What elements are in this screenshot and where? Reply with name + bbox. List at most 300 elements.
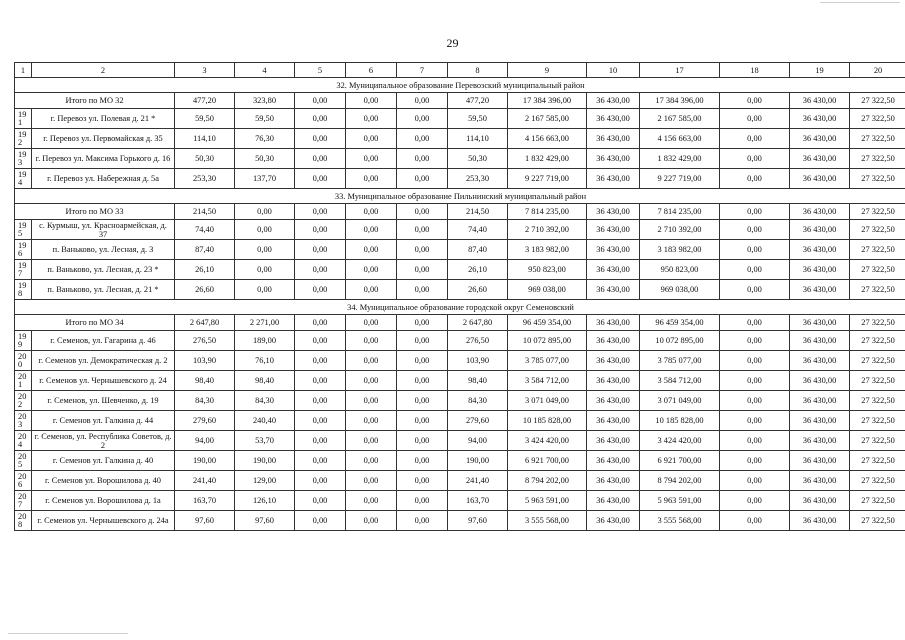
address-cell: г. Семенов ул. Демократическая д. 2 <box>32 351 175 371</box>
scan-edge-top <box>820 2 900 3</box>
table-cell: 17 384 396,00 <box>640 93 720 109</box>
table-cell: 253,30 <box>448 169 508 189</box>
table-cell: 98,40 <box>235 371 295 391</box>
address-cell: г. Семенов ул. Чернышевского д. 24а <box>32 511 175 531</box>
table-cell: 50,30 <box>175 149 235 169</box>
scan-edge-bottom <box>8 633 128 634</box>
table-cell: 0,00 <box>397 451 448 471</box>
table-cell: 0,00 <box>295 451 346 471</box>
table-cell: 2 710 392,00 <box>640 220 720 240</box>
table-cell: 0,00 <box>295 204 346 220</box>
table-cell: 36 430,00 <box>790 451 850 471</box>
table-cell: 36 430,00 <box>790 204 850 220</box>
table-cell: 969 038,00 <box>640 280 720 300</box>
table-cell: 0,00 <box>295 471 346 491</box>
table-cell: 0,00 <box>720 471 790 491</box>
table-cell: 0,00 <box>720 129 790 149</box>
table-cell: 0,00 <box>295 220 346 240</box>
table-cell: 0,00 <box>235 240 295 260</box>
table-cell: 0,00 <box>720 220 790 240</box>
row-number: 20 7 <box>15 491 32 511</box>
table-cell: 0,00 <box>720 280 790 300</box>
table-cell: 36 430,00 <box>790 491 850 511</box>
table-cell: 0,00 <box>397 491 448 511</box>
table-cell: 0,00 <box>295 149 346 169</box>
table-cell: 0,00 <box>346 149 397 169</box>
table-cell: 50,30 <box>235 149 295 169</box>
table-cell: 27 322,50 <box>850 260 905 280</box>
page-number: 29 <box>446 36 459 50</box>
table-cell: 36 430,00 <box>587 204 640 220</box>
table-row <box>15 331 905 351</box>
address-cell: г. Семенов ул. Чернышевского д. 24 <box>32 371 175 391</box>
table-cell: 189,00 <box>235 331 295 351</box>
section-title: 34. Муниципальное образование городской округ Семеновский <box>15 300 905 315</box>
table-cell: 0,00 <box>295 331 346 351</box>
table-cell: 0,00 <box>295 431 346 451</box>
table-cell: 3 071 049,00 <box>508 391 587 411</box>
table-cell: 190,00 <box>448 451 508 471</box>
table-cell: 0,00 <box>397 129 448 149</box>
table-cell: 36 430,00 <box>790 93 850 109</box>
table-cell: 27 322,50 <box>850 204 905 220</box>
table-cell: 0,00 <box>720 204 790 220</box>
table-cell: 26,10 <box>448 260 508 280</box>
row-number: 19 8 <box>15 280 32 300</box>
column-header: 5 <box>295 63 346 78</box>
table-cell: 97,60 <box>235 511 295 531</box>
table-cell: 36 430,00 <box>587 471 640 491</box>
address-cell: г. Семенов ул. Ворошилова д. 40 <box>32 471 175 491</box>
table-cell: 0,00 <box>720 93 790 109</box>
table-cell: 27 322,50 <box>850 491 905 511</box>
table-cell: 0,00 <box>235 204 295 220</box>
column-header: 19 <box>790 63 850 78</box>
table-cell: 36 430,00 <box>790 149 850 169</box>
table-cell: 0,00 <box>720 511 790 531</box>
table-cell: 137,70 <box>235 169 295 189</box>
address-cell: г. Семенов ул. Галкина д. 44 <box>32 411 175 431</box>
table-cell: 0,00 <box>720 109 790 129</box>
table-cell: 0,00 <box>346 315 397 331</box>
table-cell: 3 555 568,00 <box>640 511 720 531</box>
table-cell: 27 322,50 <box>850 149 905 169</box>
table-cell: 0,00 <box>346 109 397 129</box>
table-cell: 26,60 <box>448 280 508 300</box>
table-cell: 4 156 663,00 <box>508 129 587 149</box>
table-cell: 214,50 <box>175 204 235 220</box>
table-cell: 27 322,50 <box>850 280 905 300</box>
table-cell: 3 785 077,00 <box>640 351 720 371</box>
table-cell: 0,00 <box>720 169 790 189</box>
row-number: 20 4 <box>15 431 32 451</box>
table-cell: 36 430,00 <box>790 315 850 331</box>
table-cell: 2 271,00 <box>235 315 295 331</box>
row-number: 19 9 <box>15 331 32 351</box>
table-cell: 0,00 <box>720 240 790 260</box>
housing-register-table <box>14 62 905 531</box>
table-cell: 94,00 <box>175 431 235 451</box>
table-cell: 3 555 568,00 <box>508 511 587 531</box>
table-cell: 27 322,50 <box>850 351 905 371</box>
address-cell: с. Курмыш, ул. Красноармейская, д. 37 <box>32 220 175 240</box>
table-cell: 323,80 <box>235 93 295 109</box>
table-cell: 0,00 <box>720 371 790 391</box>
table-cell: 36 430,00 <box>790 431 850 451</box>
section-title: 32. Муниципальное образование Перевозский муниципальный район <box>15 78 905 93</box>
table-cell: 97,60 <box>448 511 508 531</box>
section-title-row <box>15 189 905 204</box>
row-number: 20 8 <box>15 511 32 531</box>
table-cell: 5 963 591,00 <box>640 491 720 511</box>
table-cell: 36 430,00 <box>587 220 640 240</box>
table-cell: 36 430,00 <box>790 391 850 411</box>
table-cell: 98,40 <box>448 371 508 391</box>
table-cell: 0,00 <box>397 169 448 189</box>
table-cell: 4 156 663,00 <box>640 129 720 149</box>
address-cell: п. Ваньково, ул. Лесная, д. 3 <box>32 240 175 260</box>
section-title-row <box>15 300 905 315</box>
table-cell: 0,00 <box>235 220 295 240</box>
table-cell: 84,30 <box>235 391 295 411</box>
table-cell: 0,00 <box>295 260 346 280</box>
table-cell: 0,00 <box>295 351 346 371</box>
address-cell: г. Перевоз ул. Полевая д. 21 * <box>32 109 175 129</box>
address-cell: г. Перевоз ул. Максима Горького д. 16 <box>32 149 175 169</box>
table-cell: 36 430,00 <box>587 93 640 109</box>
table-cell: 0,00 <box>346 204 397 220</box>
table-cell: 0,00 <box>397 204 448 220</box>
table-cell: 27 322,50 <box>850 431 905 451</box>
table-cell: 7 814 235,00 <box>640 204 720 220</box>
table-cell: 0,00 <box>346 371 397 391</box>
table-cell: 27 322,50 <box>850 129 905 149</box>
table-cell: 9 227 719,00 <box>508 169 587 189</box>
table-cell: 3 584 712,00 <box>508 371 587 391</box>
table-cell: 276,50 <box>448 331 508 351</box>
table-cell: 0,00 <box>346 471 397 491</box>
table-cell: 0,00 <box>720 411 790 431</box>
table-cell: 0,00 <box>295 129 346 149</box>
table-cell: 9 227 719,00 <box>640 169 720 189</box>
table-cell: 97,60 <box>175 511 235 531</box>
table-cell: 59,50 <box>175 109 235 129</box>
row-number: 19 4 <box>15 169 32 189</box>
table-cell: 3 424 420,00 <box>640 431 720 451</box>
column-header: 17 <box>640 63 720 78</box>
table-cell: 36 430,00 <box>790 220 850 240</box>
table-cell: 241,40 <box>448 471 508 491</box>
table-cell: 0,00 <box>346 431 397 451</box>
table-cell: 36 430,00 <box>790 109 850 129</box>
table-cell: 0,00 <box>720 149 790 169</box>
table-cell: 36 430,00 <box>790 280 850 300</box>
table-cell: 36 430,00 <box>587 129 640 149</box>
table-cell: 1 832 429,00 <box>508 149 587 169</box>
column-header: 20 <box>850 63 905 78</box>
table-cell: 0,00 <box>346 129 397 149</box>
table-cell: 36 430,00 <box>790 240 850 260</box>
column-header: 6 <box>346 63 397 78</box>
table-cell: 0,00 <box>295 315 346 331</box>
table-row <box>15 220 905 240</box>
table-cell: 0,00 <box>720 431 790 451</box>
address-cell: г. Перевоз ул. Первомайская д. 35 <box>32 129 175 149</box>
table-cell: 163,70 <box>448 491 508 511</box>
table-cell: 3 071 049,00 <box>640 391 720 411</box>
table-row <box>15 240 905 260</box>
address-cell: п. Ваньково, ул. Лесная, д. 23 * <box>32 260 175 280</box>
table-cell: 76,10 <box>235 351 295 371</box>
table-cell: 0,00 <box>397 431 448 451</box>
table-row <box>15 411 905 431</box>
table-cell: 59,50 <box>235 109 295 129</box>
table-cell: 163,70 <box>175 491 235 511</box>
table-cell: 87,40 <box>175 240 235 260</box>
table-cell: 0,00 <box>397 315 448 331</box>
table-cell: 36 430,00 <box>587 280 640 300</box>
table-cell: 0,00 <box>397 240 448 260</box>
section-title: 33. Муниципальное образование Пильнинский муниципальный район <box>15 189 905 204</box>
table-cell: 10 072 895,00 <box>640 331 720 351</box>
table-cell: 0,00 <box>295 391 346 411</box>
table-cell: 0,00 <box>720 260 790 280</box>
total-label: Итого по МО 33 <box>15 204 175 220</box>
row-number: 19 7 <box>15 260 32 280</box>
table-cell: 2 167 585,00 <box>640 109 720 129</box>
table-cell: 36 430,00 <box>587 391 640 411</box>
row-number: 19 2 <box>15 129 32 149</box>
table-cell: 0,00 <box>397 371 448 391</box>
table-cell: 190,00 <box>175 451 235 471</box>
table-cell: 27 322,50 <box>850 331 905 351</box>
table-cell: 2 167 585,00 <box>508 109 587 129</box>
table-row <box>15 169 905 189</box>
row-number: 19 3 <box>15 149 32 169</box>
row-number: 20 0 <box>15 351 32 371</box>
table-cell: 0,00 <box>235 260 295 280</box>
table-cell: 0,00 <box>397 220 448 240</box>
table-cell: 36 430,00 <box>587 411 640 431</box>
table-cell: 53,70 <box>235 431 295 451</box>
table-cell: 276,50 <box>175 331 235 351</box>
table-cell: 0,00 <box>346 93 397 109</box>
table-cell: 5 963 591,00 <box>508 491 587 511</box>
address-cell: п. Ваньково, ул. Лесная, д. 21 * <box>32 280 175 300</box>
table-cell: 96 459 354,00 <box>640 315 720 331</box>
column-header: 18 <box>720 63 790 78</box>
table-cell: 0,00 <box>720 331 790 351</box>
table-cell: 214,50 <box>448 204 508 220</box>
table-body <box>15 63 905 531</box>
table-cell: 0,00 <box>720 391 790 411</box>
table-cell: 36 430,00 <box>587 260 640 280</box>
table-cell: 36 430,00 <box>587 240 640 260</box>
table-cell: 0,00 <box>346 220 397 240</box>
table-cell: 0,00 <box>235 280 295 300</box>
table-cell: 0,00 <box>346 411 397 431</box>
table-cell: 27 322,50 <box>850 391 905 411</box>
table-cell: 27 322,50 <box>850 93 905 109</box>
column-header: 4 <box>235 63 295 78</box>
table-row <box>15 260 905 280</box>
column-header: 3 <box>175 63 235 78</box>
total-label: Итого по МО 34 <box>15 315 175 331</box>
table-cell: 3 183 982,00 <box>508 240 587 260</box>
table-cell: 0,00 <box>397 149 448 169</box>
table-cell: 0,00 <box>346 511 397 531</box>
table-cell: 0,00 <box>720 491 790 511</box>
table-cell: 36 430,00 <box>587 331 640 351</box>
table-cell: 241,40 <box>175 471 235 491</box>
table-cell: 36 430,00 <box>587 149 640 169</box>
table-cell: 950 823,00 <box>640 260 720 280</box>
table-cell: 36 430,00 <box>790 129 850 149</box>
table-cell: 126,10 <box>235 491 295 511</box>
table-row <box>15 471 905 491</box>
table-cell: 0,00 <box>346 169 397 189</box>
table-cell: 3 183 982,00 <box>640 240 720 260</box>
table-cell: 84,30 <box>175 391 235 411</box>
table-cell: 114,10 <box>448 129 508 149</box>
row-number: 19 6 <box>15 240 32 260</box>
table-row <box>15 491 905 511</box>
table-cell: 0,00 <box>397 351 448 371</box>
table-cell: 27 322,50 <box>850 451 905 471</box>
table-cell: 74,40 <box>448 220 508 240</box>
table-cell: 36 430,00 <box>790 260 850 280</box>
table-cell: 1 832 429,00 <box>640 149 720 169</box>
total-row <box>15 204 905 220</box>
table-cell: 3 785 077,00 <box>508 351 587 371</box>
table-cell: 240,40 <box>235 411 295 431</box>
total-row <box>15 93 905 109</box>
table-cell: 3 424 420,00 <box>508 431 587 451</box>
table-cell: 27 322,50 <box>850 169 905 189</box>
table-cell: 27 322,50 <box>850 511 905 531</box>
table-cell: 103,90 <box>448 351 508 371</box>
address-cell: г. Семенов ул. Ворошилова д. 1а <box>32 491 175 511</box>
table-cell: 0,00 <box>346 351 397 371</box>
table-cell: 36 430,00 <box>587 169 640 189</box>
table-row <box>15 129 905 149</box>
column-header: 1 <box>15 63 32 78</box>
row-number: 20 5 <box>15 451 32 471</box>
row-number: 20 2 <box>15 391 32 411</box>
table-cell: 36 430,00 <box>587 451 640 471</box>
table-cell: 27 322,50 <box>850 371 905 391</box>
table-cell: 0,00 <box>295 371 346 391</box>
address-cell: г. Семенов, ул. Республика Советов, д. 2 <box>32 431 175 451</box>
table-cell: 969 038,00 <box>508 280 587 300</box>
table-row <box>15 371 905 391</box>
table-cell: 0,00 <box>295 109 346 129</box>
row-number: 20 3 <box>15 411 32 431</box>
table-cell: 59,50 <box>448 109 508 129</box>
table-cell: 36 430,00 <box>587 315 640 331</box>
table-cell: 0,00 <box>397 511 448 531</box>
table-cell: 0,00 <box>346 391 397 411</box>
table-cell: 0,00 <box>295 240 346 260</box>
address-cell: г. Семенов, ул. Гагарина д. 46 <box>32 331 175 351</box>
table-cell: 114,10 <box>175 129 235 149</box>
table-row <box>15 149 905 169</box>
table-row <box>15 280 905 300</box>
table-cell: 0,00 <box>720 451 790 471</box>
table-cell: 950 823,00 <box>508 260 587 280</box>
table-row <box>15 109 905 129</box>
table-cell: 6 921 700,00 <box>508 451 587 471</box>
address-cell: г. Перевоз ул. Набережная д. 5а <box>32 169 175 189</box>
table-cell: 0,00 <box>295 93 346 109</box>
table-cell: 27 322,50 <box>850 240 905 260</box>
table-cell: 27 322,50 <box>850 315 905 331</box>
table-cell: 3 584 712,00 <box>640 371 720 391</box>
total-row <box>15 315 905 331</box>
table-cell: 0,00 <box>346 260 397 280</box>
table-cell: 0,00 <box>346 331 397 351</box>
table-row <box>15 351 905 371</box>
table-cell: 0,00 <box>397 109 448 129</box>
table-cell: 190,00 <box>235 451 295 471</box>
column-header: 9 <box>508 63 587 78</box>
table-cell: 2 710 392,00 <box>508 220 587 240</box>
table-cell: 27 322,50 <box>850 471 905 491</box>
table-cell: 0,00 <box>720 315 790 331</box>
table-cell: 36 430,00 <box>587 351 640 371</box>
table-cell: 129,00 <box>235 471 295 491</box>
table-cell: 103,90 <box>175 351 235 371</box>
row-number: 19 5 <box>15 220 32 240</box>
section-title-row <box>15 78 905 93</box>
table-row <box>15 391 905 411</box>
table-cell: 0,00 <box>397 93 448 109</box>
table-cell: 0,00 <box>397 411 448 431</box>
table-cell: 87,40 <box>448 240 508 260</box>
column-header: 2 <box>32 63 175 78</box>
table-cell: 0,00 <box>397 391 448 411</box>
table-cell: 0,00 <box>346 280 397 300</box>
table-cell: 36 430,00 <box>790 169 850 189</box>
column-header: 8 <box>448 63 508 78</box>
table-row <box>15 451 905 471</box>
table-cell: 6 921 700,00 <box>640 451 720 471</box>
table-cell: 477,20 <box>175 93 235 109</box>
table-cell: 0,00 <box>346 491 397 511</box>
table-cell: 0,00 <box>397 280 448 300</box>
table-cell: 253,30 <box>175 169 235 189</box>
address-cell: г. Семенов, ул. Шевченко, д. 19 <box>32 391 175 411</box>
table-cell: 279,60 <box>448 411 508 431</box>
table-cell: 98,40 <box>175 371 235 391</box>
table-cell: 36 430,00 <box>790 511 850 531</box>
row-number: 20 6 <box>15 471 32 491</box>
table-cell: 36 430,00 <box>587 371 640 391</box>
table-cell: 7 814 235,00 <box>508 204 587 220</box>
table-cell: 96 459 354,00 <box>508 315 587 331</box>
table-cell: 36 430,00 <box>587 491 640 511</box>
table-cell: 0,00 <box>397 331 448 351</box>
total-label: Итого по МО 32 <box>15 93 175 109</box>
table-cell: 0,00 <box>720 351 790 371</box>
table-cell: 36 430,00 <box>587 431 640 451</box>
row-number: 20 1 <box>15 371 32 391</box>
table-cell: 2 647,80 <box>448 315 508 331</box>
table-cell: 0,00 <box>295 491 346 511</box>
table-cell: 36 430,00 <box>587 109 640 129</box>
table-cell: 50,30 <box>448 149 508 169</box>
table-cell: 27 322,50 <box>850 109 905 129</box>
